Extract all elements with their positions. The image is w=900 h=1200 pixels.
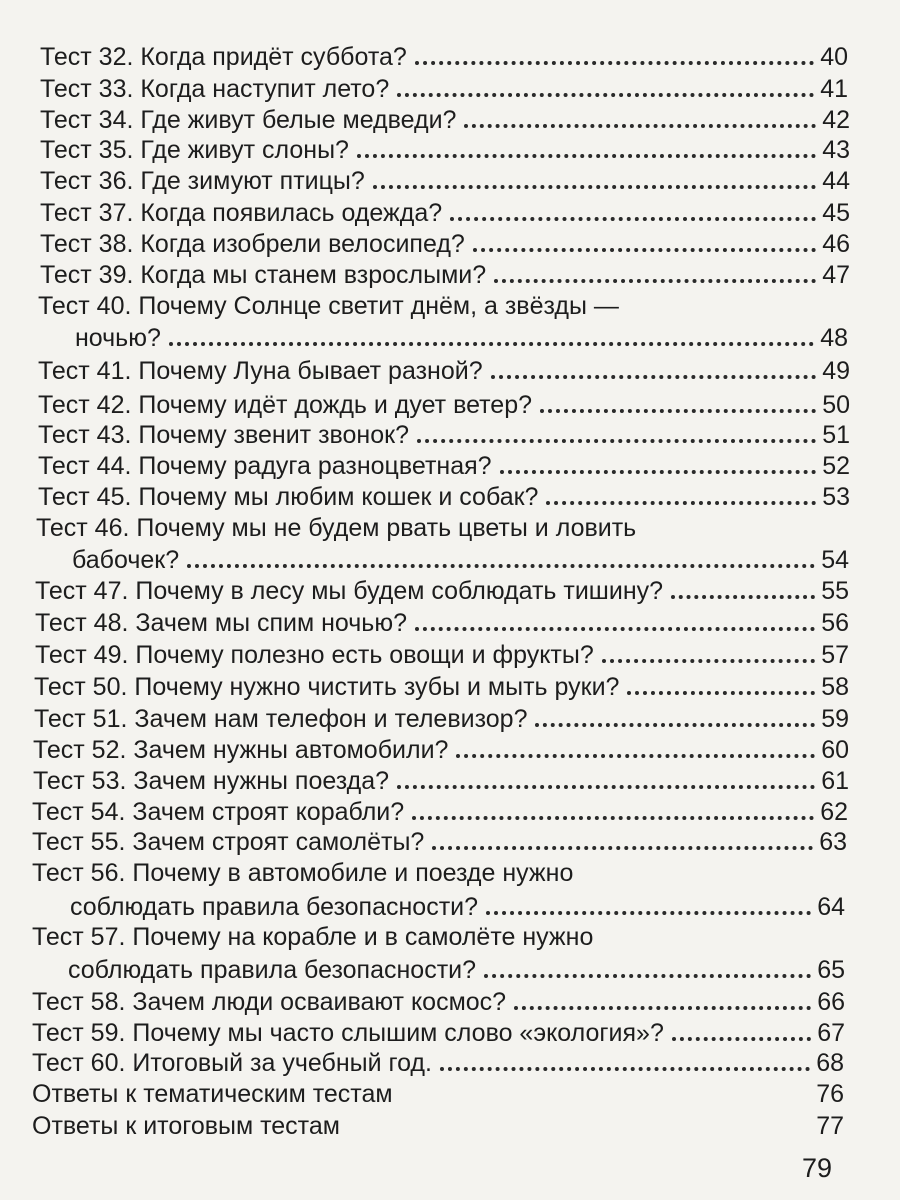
toc-entry-title: Тест 39. Когда мы станем взрослыми? bbox=[40, 261, 487, 289]
toc-entry-title: Тест 38. Когда изобрели велосипед? bbox=[40, 230, 465, 258]
leader-dots bbox=[348, 1124, 810, 1134]
toc-entry-title: Тест 60. Итоговый за учебный год. bbox=[32, 1049, 432, 1077]
leader-dots bbox=[464, 118, 816, 128]
toc-entry-title: Тест 53. Зачем нужны поезда? bbox=[33, 767, 390, 795]
toc-entry-page: 58 bbox=[821, 673, 849, 701]
toc-entry-page: 43 bbox=[822, 136, 850, 164]
toc-entry-page: 67 bbox=[817, 1019, 845, 1047]
toc-entry-title: Тест 46. Почему мы не будем рвать цветы и ловить bbox=[36, 514, 637, 542]
leader-dots bbox=[401, 1092, 811, 1102]
toc-entry-page: 77 bbox=[816, 1112, 844, 1140]
toc-entry-page: 51 bbox=[822, 421, 850, 449]
toc-entry-page: 50 bbox=[822, 391, 850, 419]
toc-entry-title: Тест 45. Почему мы любим кошек и собак? bbox=[38, 483, 539, 511]
toc-entry bbox=[70, 892, 845, 922]
toc-entry bbox=[40, 229, 850, 259]
leader-dots bbox=[450, 211, 816, 221]
toc-entry-title: Тест 35. Где живут слоны? bbox=[40, 136, 349, 164]
leader-dots bbox=[357, 148, 816, 158]
leader-dots bbox=[491, 369, 817, 379]
toc-entry-page: 61 bbox=[821, 767, 849, 795]
toc-entry-page: 60 bbox=[821, 736, 849, 764]
toc-entry bbox=[32, 827, 847, 857]
leader-dots bbox=[602, 653, 815, 663]
toc-entry bbox=[35, 640, 849, 670]
toc-entry-title: Тест 44. Почему радуга разноцветная? bbox=[38, 452, 492, 480]
leader-dots bbox=[546, 495, 816, 505]
toc-entry-title: Тест 48. Зачем мы спим ночью? bbox=[35, 609, 407, 637]
leader-dots bbox=[397, 87, 814, 97]
toc-entry-page: 64 bbox=[817, 893, 845, 921]
toc-entry-page: 52 bbox=[822, 452, 850, 480]
toc-entry-page: 40 bbox=[820, 43, 848, 71]
toc-entry bbox=[34, 672, 849, 702]
toc-entry bbox=[40, 198, 850, 228]
leader-dots bbox=[484, 968, 811, 978]
leader-dots bbox=[440, 1061, 810, 1071]
toc-entry bbox=[34, 704, 849, 734]
toc-entry-title: Тест 43. Почему звенит звонок? bbox=[38, 421, 409, 449]
toc-entry bbox=[35, 608, 849, 638]
leader-dots bbox=[187, 558, 815, 568]
toc-entry bbox=[32, 987, 845, 1017]
leader-dots bbox=[456, 748, 815, 758]
toc-entry-title: Тест 41. Почему Луна бывает разной? bbox=[38, 357, 483, 385]
toc-entry-page: 59 bbox=[821, 705, 849, 733]
toc-entry-title: Тест 47. Почему в лесу мы будем соблюдать тишину? bbox=[35, 577, 664, 605]
toc-entry-page: 49 bbox=[822, 357, 850, 385]
toc-entry-title: Ответы к итоговым тестам bbox=[32, 1112, 340, 1140]
toc-entry-page: 53 bbox=[822, 483, 850, 511]
toc-entry-title: Тест 37. Когда появилась одежда? bbox=[40, 199, 443, 227]
toc-entry-title: Тест 57. Почему на корабле и в самолёте нужно bbox=[32, 923, 594, 951]
toc-entry-page: 57 bbox=[821, 641, 849, 669]
toc-entry bbox=[40, 105, 850, 135]
leader-dots bbox=[412, 810, 814, 820]
toc-entry-title: Ответы к тематическим тестам bbox=[32, 1080, 393, 1108]
leader-dots bbox=[672, 1031, 811, 1041]
toc-entry bbox=[68, 955, 845, 985]
toc-entry-page: 48 bbox=[820, 324, 848, 352]
toc-entry-page: 62 bbox=[820, 798, 848, 826]
toc-entry bbox=[40, 166, 850, 196]
leader-dots bbox=[540, 403, 816, 413]
toc-entry-page: 42 bbox=[822, 106, 850, 134]
toc-entry-title: Тест 55. Зачем строят самолёты? bbox=[32, 828, 425, 856]
toc-entry-page: 65 bbox=[817, 956, 845, 984]
toc-entry bbox=[32, 1018, 845, 1048]
toc-entry-title: Тест 58. Зачем люди осваивают космос? bbox=[32, 988, 507, 1016]
toc-entry bbox=[32, 1048, 844, 1078]
toc-entry-page: 56 bbox=[821, 609, 849, 637]
toc-entry bbox=[33, 735, 849, 765]
leader-dots bbox=[373, 179, 816, 189]
toc-entry bbox=[38, 482, 850, 512]
leader-dots bbox=[494, 273, 816, 283]
toc-entry bbox=[32, 797, 848, 827]
leader-dots bbox=[415, 55, 814, 65]
toc-entry-title: Тест 54. Зачем строят корабли? bbox=[32, 798, 405, 826]
toc-entry bbox=[75, 323, 848, 353]
toc-entry bbox=[38, 451, 850, 481]
toc-entry-title: Тест 36. Где зимуют птицы? bbox=[40, 167, 365, 195]
toc-entry bbox=[40, 135, 850, 165]
toc-entry-title-continued: соблюдать правила безопасности? bbox=[68, 956, 477, 984]
toc-entry-page: 66 bbox=[817, 988, 845, 1016]
toc-entry-page: 45 bbox=[822, 199, 850, 227]
leader-dots bbox=[486, 905, 811, 915]
toc-entry bbox=[38, 390, 850, 420]
toc-entry-title: Тест 59. Почему мы часто слышим слово «экология»? bbox=[32, 1019, 664, 1047]
leader-dots bbox=[514, 1000, 811, 1010]
toc-entry-page: 68 bbox=[816, 1049, 844, 1077]
toc-entry bbox=[40, 260, 850, 290]
leader-dots bbox=[169, 336, 814, 346]
toc-entry-title-continued: соблюдать правила безопасности? bbox=[70, 893, 479, 921]
toc-entry-page: 44 bbox=[822, 167, 850, 195]
toc-entry-title-continued: ночью? bbox=[75, 324, 161, 352]
toc-entry-title: Тест 51. Зачем нам телефон и телевизор? bbox=[34, 705, 528, 733]
toc-entry-title: Тест 49. Почему полезно есть овощи и фрукты? bbox=[35, 641, 594, 669]
leader-dots bbox=[397, 779, 815, 789]
leader-dots bbox=[417, 433, 816, 443]
leader-dots bbox=[671, 589, 815, 599]
leader-dots bbox=[500, 464, 817, 474]
leader-dots bbox=[473, 242, 816, 252]
leader-dots bbox=[627, 685, 815, 695]
toc-entry-title-continued: бабочек? bbox=[72, 546, 180, 574]
toc-entry-page: 55 bbox=[821, 577, 849, 605]
toc-entry-title: Тест 50. Почему нужно чистить зубы и мыть руки? bbox=[34, 673, 620, 701]
toc-entry-page: 46 bbox=[822, 230, 850, 258]
toc-entry bbox=[38, 356, 850, 386]
leader-dots bbox=[415, 621, 815, 631]
toc-entry-page: 47 bbox=[822, 261, 850, 289]
toc-entry-page: 76 bbox=[816, 1080, 844, 1108]
leader-dots bbox=[432, 840, 813, 850]
toc-entry-title: Тест 40. Почему Солнце светит днём, а звёзды — bbox=[38, 292, 619, 320]
toc-entry bbox=[40, 42, 848, 72]
page-number: 79 bbox=[802, 1153, 833, 1183]
toc-entry-page: 54 bbox=[821, 546, 849, 574]
toc-entry bbox=[32, 1111, 844, 1141]
toc-entry-title: Тест 34. Где живут белые медведи? bbox=[40, 106, 457, 134]
toc-entry-title: Тест 52. Зачем нужны автомобили? bbox=[33, 736, 449, 764]
toc-entry-title: Тест 56. Почему в автомобиле и поезде нужно bbox=[32, 859, 574, 887]
toc-entry-title: Тест 42. Почему идёт дождь и дует ветер? bbox=[38, 391, 533, 419]
toc-entry-page: 41 bbox=[820, 75, 848, 103]
toc-entry bbox=[35, 576, 849, 606]
toc-entry bbox=[38, 420, 850, 450]
toc-entry-page: 63 bbox=[819, 828, 847, 856]
toc-entry bbox=[32, 1079, 844, 1109]
toc-entry-title: Тест 32. Когда придёт суббота? bbox=[40, 43, 407, 71]
toc-entry bbox=[40, 74, 848, 104]
toc-entry bbox=[72, 545, 849, 575]
toc-entry-title: Тест 33. Когда наступит лето? bbox=[40, 75, 390, 103]
leader-dots bbox=[535, 717, 815, 727]
toc-entry bbox=[33, 766, 849, 796]
